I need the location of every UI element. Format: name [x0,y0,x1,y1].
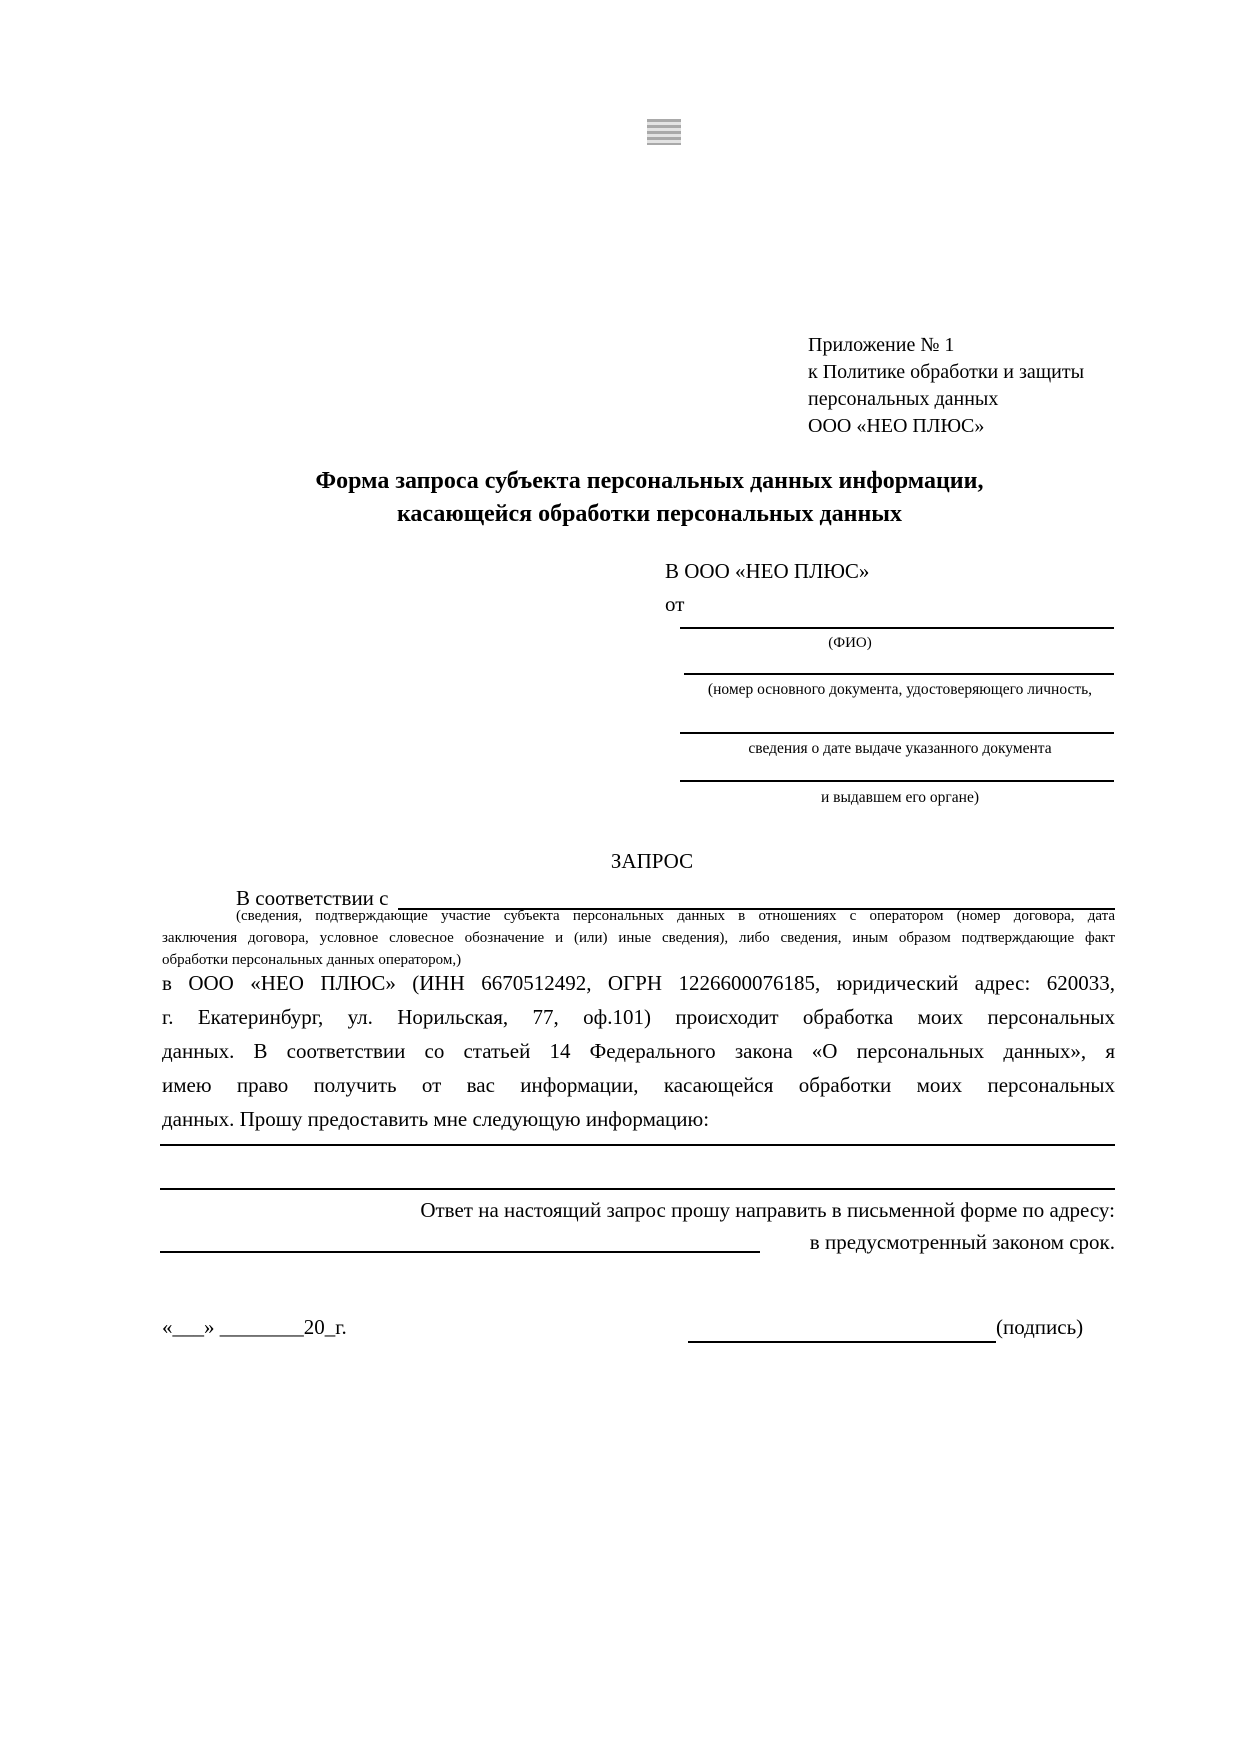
response-suffix-text: в предусмотренный законом срок. [809,1230,1115,1254]
signature-blank-line [688,1341,996,1343]
appendix-line: Приложение № 1 [808,334,955,356]
information-blank-line [160,1188,1115,1190]
intro-label: В соответствии с [236,886,389,910]
form-title-line: касающейся обработки персональных данных [396,501,903,527]
note-line: заключения договора, условное словесное обозначение и (или) иные сведения), либо сведения, иным образом подтверждающие факт [162,930,1115,946]
addressee-from-label: от [665,592,685,616]
tiny-text-lines-icon [647,119,681,145]
appendix-line: персональных данных [808,388,999,410]
appendix-line: к Политике обработки и защиты [808,361,1085,383]
document-issue-date-caption: сведения о дате выдаче указанного документа [748,740,1052,757]
document-number-caption: (номер основного документа, удостоверяющего личность, [707,681,1093,698]
information-blank-line [160,1144,1115,1146]
document-issuer-caption: и выдавшем его органе) [820,789,980,806]
body-line: данных. Прошу предоставить мне следующую информацию: [162,1107,710,1131]
request-heading: ЗАПРОС [610,849,694,873]
signature-caption: (подпись) [996,1315,1084,1339]
fio-caption: (ФИО) [828,635,872,651]
form-title [162,465,1137,531]
note-line: (сведения, подтверждающие участие субъекта персональных данных в отношениях с оператором (номер договора, дата [236,908,1115,924]
form-title-line: Форма запроса субъекта персональных данных информации, [315,468,984,494]
document-issuer-blank-line [680,780,1114,782]
body-line: г. Екатеринбург, ул. Норильская, 77, оф.101) происходит обработка моих персональных [162,1005,1115,1029]
body-line: имею право получить от вас информации, касающейся обработки моих персональных [162,1073,1115,1097]
document-number-blank-line [684,673,1114,675]
response-request-text: Ответ на настоящий запрос прошу направить в письменной форме по адресу: [420,1198,1115,1222]
body-line: данных. В соответствии со статьей 14 Федерального закона «О персональных данных», я [162,1039,1115,1063]
date-blank-text: «___» ________20_г. [162,1315,347,1339]
body-line: в ООО «НЕО ПЛЮС» (ИНН 6670512492, ОГРН 1226600076185, юридический адрес: 620033, [162,971,1115,995]
appendix-line: ООО «НЕО ПЛЮС» [808,415,985,437]
addressee-to: В ООО «НЕО ПЛЮС» [665,559,870,583]
fio-blank-line [680,627,1114,629]
document-issue-date-blank-line [680,732,1114,734]
appendix-block [808,332,1084,440]
note-line: обработки персональных данных оператором,) [162,952,462,968]
